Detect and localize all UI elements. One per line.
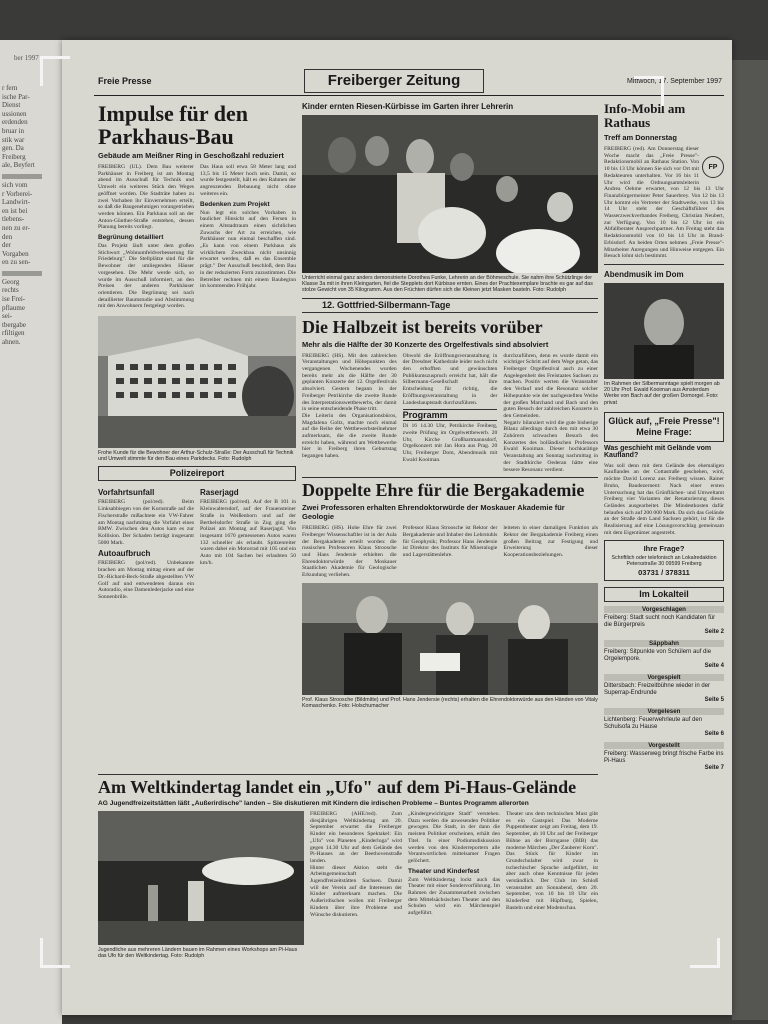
parkhaus-photo xyxy=(98,316,296,448)
ufo-text-4: Zum Weltkindertag lockt auch das Theater mit einer Sondervorführung. Im Rahmen der Zusammenarbeit zwischen dem Mittelsächsischen Theater und den Schulen wird ein Märchenspiel aufgeführt. xyxy=(408,876,500,917)
orgel-subhead: Mehr als die Hälfte der 30 Konzerte des Orgelfestivals sind absolviert xyxy=(302,339,549,349)
left-page-line: tlebens- xyxy=(2,215,25,224)
glueck-question-head: Was geschieht mit Gelände vom Kaufland? xyxy=(604,444,712,459)
professors-illustration xyxy=(302,583,598,695)
parkhaus-body-1: FREIBERG (UL). Dem Bau weiterer Parkhäuser in Freiberg ist am Montag abend im Ausschuß für Technik und Umwelt ein weiteres Stück den Weges geöffnet worden. Die Stadträte haben zu zwei Vorhaben ihr Einvernehmen erteilt, so daß die Baugenehmigen vorangetrieben werden können. Ein Parkhaus soll an der Anton-Günther-Straße entstehen, dessen Planung bereits vorliegt. xyxy=(98,164,194,231)
issue-date: Mittwoch, 17. September 1997 xyxy=(627,78,722,85)
left-page-line: der xyxy=(2,241,11,250)
article-parkhaus xyxy=(98,102,296,462)
infomobil-headline: Info-Mobil am Rathaus xyxy=(604,101,686,130)
column-center xyxy=(302,102,598,709)
lokalteil-item-page: Seite 5 xyxy=(704,696,724,703)
parkhaus-body-3: Das Haus soll etwa 58 Meter lang und 13,5 bis 15 Meter hoch sein. Damit, so wurde festgestellt, hält es den Rahmen der angrenzenden Bebauung nicht ohne weiteres ein. xyxy=(200,164,296,197)
left-page-line: en zu sen- xyxy=(2,258,31,267)
ufo-text-5: Theater uns dem technischen Must gibt es ein Gastspiel. Das Moderne Puppentheater zeigt am Freitag, dem 19. September, ab 10 Uhr auf der Freiberger Bühne an der Borngasse (BIB) das moderne Märchen „Der Zauberer Korn". Das Stück für Kinder im Grundschulalter wird zwar in tschechischer Sprache aufgeführt, ist aber auch ohne Kenntnisse für jeden verständlich. Der Club im Schloß veranstaltet am Sonnabend, dem 20. September, von 10 bis 18 Uhr ein Kinderfest mit Hüpfburg, Spielen, Basteln und einer Modenschau. xyxy=(506,811,598,911)
infomobil-text: FREIBERG (red). Am Donnerstag dieser Woche macht das „Freie Presse"-Redaktionsmobil an Rathaus Station. Von 10 bis 13 Uhr können Sie sich vor Ort mit Redakteuren unterhalten. Vor 16 bis 11 Uhr wird die Ordnungsamtsleiterin Andrea Oehme erwartet, von 12 bis 13 Uhr Finanzbürgermeister Peter Sauerbrey. Von 12 bis 13 Uhr kommt ein Vertreter der Stadtwerke, von 13 bis 14 Uhr steht der Geschäftsführer des Wasserzweckverbandes Freiberg, Christian Neubert, zur Verfügung. Von 10 bis 12 Uhr ist ein Abfallberater Ansprechpartner. Am Freitag steht das Redaktionsmobil von 10 bis 14 Uhr in Brand-Erbisdorf. An beiden Orten nehmen „Freie Presse"-Mitarbeiter Anregungen und Hinweise entgegen. Ein Besuch lohnt sich bestimmt. xyxy=(604,146,724,260)
children-pumpkin-illustration xyxy=(302,115,598,273)
adjacent-page-right xyxy=(732,60,768,1020)
bergakademie-headline: Doppelte Ehre für die Bergakademie xyxy=(302,480,585,501)
left-page-line: gen. Da xyxy=(2,144,24,153)
parkhaus-body-2: Das Projekt läuft unter dem großen Stichwort „Wohnumfeldverbesserung für Friedeburg". Die Stellplätze sind für die Bewohner der umliegenden Häuser vorgesehen. Die Mehr werde sich, so wurde im Ausschuß informiert, an den Preisen der anderen Parkhäuser orientieren. Die Begrünung sei nach detaillierter Baumstudie und Abstimmung mit den Anwohnern festgelegt worden. xyxy=(98,243,194,310)
newspaper-page xyxy=(62,40,732,1015)
left-page-line: Vorgaben xyxy=(2,249,29,258)
ihre-frage-phone: 03731 / 378311 xyxy=(638,567,690,577)
lokalteil-item-head: Säppbahn xyxy=(604,640,724,647)
kuerbis-photo xyxy=(302,115,598,273)
parkhaus-subhead: Gebäude am Meißner Ring in Geschoßzahl reduziert xyxy=(98,151,284,160)
article-infomobil xyxy=(604,102,724,260)
lokalteil-item-text: Dittersbach: Freizeitbühne wieder in der Superrap-Endrunde xyxy=(604,682,711,696)
lokalteil-item-text: Lichtenberg: Feuerwehrleute auf den Schulsofa zu Hause xyxy=(604,716,703,730)
newspaper-content xyxy=(94,68,724,1003)
bergakademie-subhead: Zwei Professoren erhalten Ehrendoktorwürde der Moskauer Akademie für Geologie xyxy=(302,503,565,522)
polizeireport xyxy=(98,485,296,600)
viewfinder-corner-top-left xyxy=(40,56,70,86)
left-page-line: Georg xyxy=(2,277,20,286)
programm-head: Programm xyxy=(403,409,498,421)
left-page-line: bruar in xyxy=(2,126,24,135)
lokalteil-item-head: Vorgelesen xyxy=(604,708,724,715)
left-page-line: nen zu er- xyxy=(2,223,30,232)
parkhaus-crosshead-1: Begrünung detailliert xyxy=(98,234,164,242)
left-page-line: tbergabe xyxy=(2,320,26,329)
abendmusik-caption: Im Rahmen der Silbermanntage spielt morgen ab 20 Uhr Prof. Ewald Kooiman aus Amsterdam Werke von Bach auf der großen Domorgel. Foto: privat xyxy=(604,380,720,406)
left-page-line: r fern xyxy=(2,84,18,92)
left-page-line: Landwirt- xyxy=(2,198,30,207)
orgel-text-5: Negativ bilanziert wird die gute bisherige Bilanz allerdings durch den mit etwa 30 Zuhörern schwachen Besuch des Konzertes des holländischen Professors Ewald Kooiman. Dieser hochkarätige Veranstaltung am Sonntag nachmittag in der Stadtkirche Oederan hätte eine bessere Resonanz verdient. xyxy=(503,419,599,473)
parkhaus-headline: Impulse für den Parkhaus-Bau xyxy=(98,101,248,149)
parkhaus-caption: Frohe Kunde für die Bewohner der Arthur-Schulz-Straße: Der Ausschuß für Technik und Umwelt stimmte für den Bau eines Parkdecks. Foto: Rudolph xyxy=(98,450,294,463)
viewfinder-corner-bottom-right xyxy=(690,938,720,968)
kuerbis-caption: Unterricht einmal ganz anders demonstrierte Dorothea Funke, Lehrerin an der Böhmeschule. Sie nahm ihre Schützlinge der Klasse 3a mit in ihren Kleingarten, fiel die Stepplets dort Kürbisse ernten. Eines der Prachtexemplare brachte es gar auf das stolze Gewicht von 35 Kilogramm. Aus den Früchten dürfen sich die Kleinen jetzt Masken basteln. Foto: Rudolph xyxy=(302,275,593,294)
viewfinder-corner-bottom-left xyxy=(40,938,70,968)
adjacent-page-left xyxy=(0,40,62,1024)
ufo-headline: Am Weltkindertag landet ein „Ufo" auf dem Pi-Haus-Gelände xyxy=(98,774,598,797)
lokalteil-item-text: Freiberg: Stadt sucht noch Kandidaten für die Bürgerpreis xyxy=(604,614,716,628)
left-page-line: sich vom xyxy=(2,180,28,189)
orgel-text-4: durchzuführen, denn es wurde damit ein wichtiger Schritt auf dem Wege getan, das Freiberger Orgelfestival auch zu einer Angelegenheit des Freistaates Sachsen zu machen. Positiv werten die Veranstalter den Verlauf und die Resonanz solcher Höhepunkte wie der nachgestellten Weihe der großen Marchand und Bach und den guten Besuch der zahlreichen Konzerte in den Gemeinden. xyxy=(503,352,599,419)
glueck-auf-box xyxy=(604,412,724,581)
ufo-text-3: „Kindergewichtigste Stadt" verstehen. Dazu werden die anwesenden Politiker gewogen. Die Stadt, in der dann die meisten Politiker erscheinen, erhält den Titel. In einer Podiumsdiskussion werden von den Kinderreportern alle Verantwortlichen mittelsamer Fragen gelöchert. xyxy=(408,811,500,864)
ufo-photo xyxy=(98,811,304,945)
article-orgel xyxy=(302,317,598,474)
ufo-text-2: Hinter dieser Aktion steht die Arbeitsgemeinschaft Jugendfreizeitstätten Sachsen. Damit will der Verein auf die Interessen der Kinder aufmerksam machen. Die Außerirdischen wollen mit Freiberger Kindern über ihre Probleme und Wünsche diskutieren. xyxy=(310,864,402,918)
left-page-line: rfiltigen xyxy=(2,329,25,338)
left-page-rule xyxy=(2,174,42,179)
left-page-line: en ist bei xyxy=(2,206,28,215)
berg-text-2: Professor Klaus Stroosche ist Rektor der Bergakademie und Inhaber des Lehrstuhls für Geophysik; Professor Hans Jendersie ist Direktor des Instituts für Mineralogie und Lagerstättenlehre. xyxy=(402,525,498,559)
article-abendmusik xyxy=(604,264,724,406)
orgel-text-1: FREIBERG (HS). Mit den zahlreichen Veranstaltungen und Höhepunkten des vergangenen Wochenendes wurden bereits mehr als die Hälfte der 30 geplanten Konzerte der 12. Orgelfestivals absolviert. Gestern begann in der Freiberger Petrikirche die zweite Runde des Interpretationswettbewerbs, der damit in seine entscheidende Phase tritt. xyxy=(302,352,397,413)
ufo-text-1: FREIBERG (AHE/red). Zum diesjährigen Weltkindertag am 20. September erwartet die Freiberger Kinder ein besonderes Spektakel: Ein „Ufo" von Planeten „Kinderloga" wird gegen 14.30 Uhr auf dem Gelände des Pi-Hauses an der Beethovenstraße landen. xyxy=(310,811,402,864)
orgel-headline: Die Halbzeit ist bereits vorüber xyxy=(302,316,543,337)
orgel-text-3: Obwohl die Eröffnungsveranstaltung in der Dresdner Kathedrale leider noch nicht den erhofften und gewünschten Publikumszuspruch erreicht hat, hält die Silbermann-Gesellschaft ihre Entscheidung für richtig, die Eröffnungsveranstaltung in der Landeshauptstadt durchzuführen. xyxy=(402,352,498,406)
lokalteil-head: Im Lokalteil xyxy=(604,587,724,602)
lokalteil-item-page: Seite 6 xyxy=(704,730,724,737)
left-page-line: ahnen. xyxy=(2,338,21,347)
lokalteil-item xyxy=(604,674,724,704)
left-page-text xyxy=(2,84,60,347)
column-left xyxy=(98,102,296,601)
lokalteil-item-head: Vorgespielt xyxy=(604,674,724,681)
lokalteil-item xyxy=(604,708,724,738)
left-page-line: erdenden xyxy=(2,118,28,127)
lokalteil-box xyxy=(604,587,724,772)
left-page-line: ise Frei- xyxy=(2,295,26,304)
berg-text-1: FREIBERG (HS). Hohe Ehre für zwei Freiberger Wissenschaftler ist in der Aula der Bergakademie erteilt worden: die russischen Professoren Klaus Stroosche und Hans Jendersie erhielten die Ehrendoktorwürde der Moskauer Staatlichen Akademie für Geologische Erkundung verliehen. xyxy=(302,525,397,579)
orgel-text-2: Die Leiterin des Organisationsbüros, Magdalena Goltz, machte noch einmal auf die Reihe der Wettbewerbsteilnehmer aufmerksam, die die zweite Runde erreicht haben, während am Wettbewerbe hier in Freiberg ihren Geburtstag begangen haben. xyxy=(302,412,397,460)
parkhaus-body-4: Nun legt ein solches Vorhaben in baulicher Hinsicht auf den Fersen in einem Altstadtraum einen sichtlichen Zuwachs der Art zu erreichen, wie Parkhäuser nun einmal beschaffen sind. „Es kann von einem Parkhaus als wirklichem Zweckbau nicht unsinnig erwartet werden, daß es das Ensemble prägt." Der Ausschuß beschloß, dem Bau in der reduzierten Form zuzustimmen. Die Betreiber rechnen mit einem Baubeginn im kommenden Frühjahr. xyxy=(200,209,296,290)
freie-presse-logo-icon: FP xyxy=(702,156,724,178)
lokalteil-item-page: Seite 2 xyxy=(704,628,724,635)
bergakademie-caption: Prof. Klaus Stroosche (Bildmitte) und Prof. Hans Jendersie (rechts) erhalten die Ehrendoktorwürde aus den Händen von Vitaly Komaschenko. Foto: Holschumacher xyxy=(302,696,598,710)
programm-text: Di 16 14.30 Uhr, Petrikirche Freiberg, zweite Prüfung im Orgelwettbewerb. 20 Uhr, Kirche Großhartmannsdorf, Orgelkonzert mit Jan Hora aus Prag. 20 Uhr, Freiberger Dom, Abendmusik mit Ewald Kooiman. xyxy=(402,423,498,463)
kuerbis-headline: Kinder ernten Riesen-Kürbisse im Garten ihrer Lehrerin xyxy=(302,102,514,111)
lokalteil-item-page: Seite 7 xyxy=(704,764,724,771)
lokalteil-item-text: Freiberg: Sitpunkte von Schülern auf die Orgelempore. xyxy=(604,648,712,662)
polizei-head-3: Raserjagd xyxy=(200,488,239,498)
building-illustration xyxy=(98,316,296,448)
lokalteil-item-text: Freiberg: Wasserweg bringt frische Farbe ins Pi-Haus xyxy=(604,750,724,764)
lokalteil-item xyxy=(604,640,724,670)
column-right xyxy=(604,102,724,776)
lokalteil-item-head: Vorgeschlagen xyxy=(604,606,724,613)
abendmusik-headline: Abendmusik im Dom xyxy=(604,269,684,279)
ihre-frage-box xyxy=(604,540,724,581)
ihre-frage-head: Ihre Frage? xyxy=(643,543,685,553)
infomobil-subhead: Treff am Donnerstag xyxy=(604,133,677,142)
organist-portrait xyxy=(604,283,724,379)
left-page-line: ische Par- xyxy=(2,92,30,101)
masthead xyxy=(94,68,724,96)
ufo-crosshead: Theater und Kinderfest xyxy=(408,867,480,875)
polizei-text-2: FREIBERG (pol/red). Unbekannte brachen am Montag mittag einen auf der Dr.-Richard-Beck-Straße abgestellten VW Golf auf und entwendeten daraus ein Autoradio, eine Damenlederjacke und eine Sonnenbrille. xyxy=(98,560,194,600)
polizei-text-3: FREIBERG (pol/red). Auf der B 101 in Kleinwaltersdorf, auf der Frauensteiner Straße in Weißenborn und auf der Berthelsdorfer Straße in Zug ging die Polizei am Montag auf Raserjagd. Von insgesamt 1670 gemessenen Autos waren 132 schneller als erlaubt. Spitzenreiter waren dabei ein Motorrad mit 105 und ein Auto mit 104 Sachen bei erlaubten 50 km/h. xyxy=(200,499,296,566)
left-page-line: pflaume xyxy=(2,303,25,312)
polizei-text-1: FREIBERG (pol/red). Beim Linksabbiegen von der Kornstraße auf die Fischerstraße mißachtete ein VW-Fahrer am Montag nachmittag die Vorfahrt eines BMW. Zwischen den Autos kam es zur Kollision. Der Schaden beträgt insgesamt 5000 Mark. xyxy=(98,499,194,546)
bergakademie-photo xyxy=(302,583,598,695)
berg-text-4: leiteten in einer damaligen Funktion als Rektor der Bergakademie Freiberg einen großen Beitrag zur Festigung und Erweiterung dieser Kooperationsbeziehungen. xyxy=(503,525,599,559)
polizei-head-2: Autoaufbruch xyxy=(98,549,151,559)
lokalteil-item-page: Seite 4 xyxy=(704,662,724,669)
silbermann-banner: 12. Gottfried-Silbermann-Tage xyxy=(302,298,598,313)
left-page-line: r Vorberei- xyxy=(2,189,33,198)
left-page-line: Dienst xyxy=(2,101,21,110)
left-page-rule xyxy=(2,271,42,276)
left-page-line: den xyxy=(2,232,13,241)
section-title: Freiberger Zeitung xyxy=(304,69,484,93)
left-page-line: ussionen xyxy=(2,109,27,118)
publication-name: Freie Presse xyxy=(98,76,152,86)
glueck-question-text: Was soll denn mit dem Gelände des ehemaligen Kauflandes an der Cottastraße geschehen, wird, möchte David Lorenz aus Freiberg wissen. Rainer Bruhn, Baudezernent: Nach einer ersten Untersuchung hat das Grünflächen- und Umweltamt Freiberg vier Varianten der Renaturierung dieses Geländes ausgearbeitet. Die Mindestkosten dafür belaufen sich auf 200 000 Mark. Da sich das Gelände an der Straße dem Land Sachsen gehört, ist für die Realisierung auf eine Lösungsvorschlag gemeinsam mit dem Eigentümer angestrebt. xyxy=(604,462,724,536)
lokalteil-list xyxy=(604,606,724,772)
article-kuerbis xyxy=(302,102,598,294)
lokalteil-item xyxy=(604,606,724,636)
parkhaus-crosshead-2: Bedenken zum Projekt xyxy=(200,200,270,208)
left-page-line: sei- xyxy=(2,312,13,321)
left-page-line: stik war xyxy=(2,135,25,144)
glueck-auf-headline: Glück auf, „Freie Presse"! Meine Frage: xyxy=(604,412,724,442)
ufo-construction-illustration xyxy=(98,811,304,945)
left-page-line: rechts xyxy=(2,286,19,295)
polizeireport-banner: Polizeireport xyxy=(98,466,296,481)
article-ufo xyxy=(98,774,598,959)
left-page-line: ale, Beyfert xyxy=(2,161,35,170)
ihre-frage-text: Schriftlich oder telefonisch an Lokalredaktion Petersstraße 30 09599 Freiberg xyxy=(611,554,717,567)
viewfinder-corner-top-right xyxy=(634,76,664,106)
left-page-line: Freiberg xyxy=(2,152,26,161)
lokalteil-item-head: Vorgestellt xyxy=(604,742,724,749)
ufo-subhead: AG Jugendfreizeitstätten läßt „Außerirdische" landen – Sie diskutieren mit Kindern die irdischen Probleme – Buntes Programm allerorten xyxy=(98,800,529,807)
ufo-caption: Jugendliche aus mehreren Ländern bauen im Rahmen eines Workshops am Pi-Haus das Ufo für den Weltkindertag. Foto: Rudolph xyxy=(98,947,298,960)
polizei-head-1: Vorfahrtsunfall xyxy=(98,488,155,498)
left-page-date: ber 1997 xyxy=(14,54,39,62)
lokalteil-item xyxy=(604,742,724,772)
abendmusik-photo xyxy=(604,283,724,379)
article-bergakademie xyxy=(302,477,598,709)
